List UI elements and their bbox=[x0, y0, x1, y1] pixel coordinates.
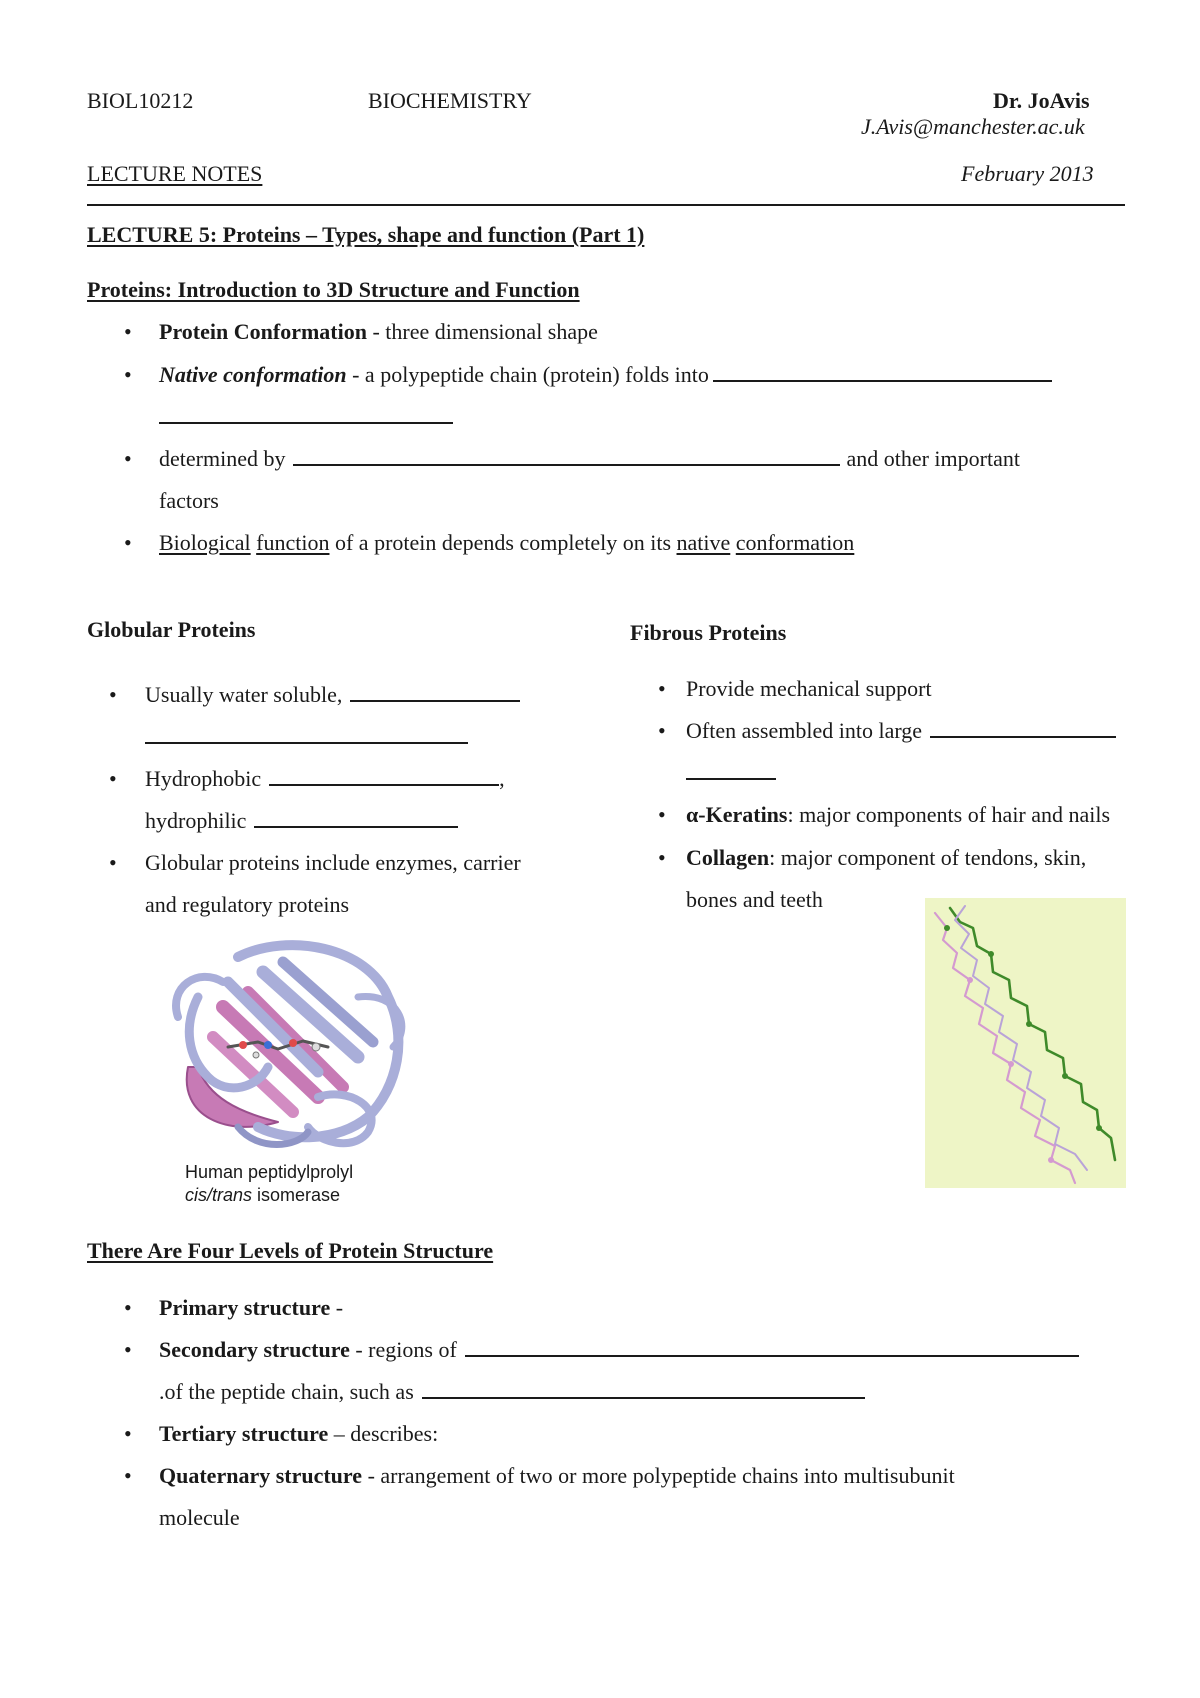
word-native: native bbox=[676, 530, 731, 555]
fill-blank[interactable] bbox=[465, 1355, 1079, 1357]
caption-rest: isomerase bbox=[252, 1185, 341, 1205]
globular-soluble-cont bbox=[145, 724, 468, 750]
fibrous-protein-figure bbox=[925, 898, 1126, 1188]
fill-blank[interactable] bbox=[713, 380, 1052, 382]
figure-caption-line2 bbox=[185, 1185, 340, 1206]
comma: , bbox=[499, 766, 505, 791]
subject-title: BIOCHEMISTRY bbox=[368, 88, 532, 113]
collagen-text: : major component of tendons, skin, bbox=[769, 845, 1087, 870]
soluble-text: Usually water soluble, bbox=[145, 682, 343, 707]
hydrophilic-text: hydrophilic bbox=[145, 808, 247, 833]
intro-bullet-conformation bbox=[159, 319, 598, 345]
collagen-helix-image bbox=[925, 898, 1126, 1188]
globular-include-cont: and regulatory proteins bbox=[145, 892, 350, 917]
secondary-text: - regions of bbox=[349, 1337, 457, 1362]
term-protein-conformation: Protein Conformation bbox=[159, 319, 367, 344]
bullet: • bbox=[124, 1295, 132, 1320]
term-primary-structure: Primary structure bbox=[159, 1295, 331, 1320]
term-collagen: Collagen bbox=[686, 845, 770, 870]
hydrophobic-text: Hydrophobic bbox=[145, 766, 262, 791]
levels-bullet-tertiary bbox=[159, 1421, 438, 1447]
bullet: • bbox=[109, 682, 117, 707]
bullet: • bbox=[124, 530, 132, 555]
fibrous-bullet-collagen bbox=[686, 845, 1086, 871]
fill-blank[interactable] bbox=[293, 464, 840, 466]
bullet: • bbox=[658, 718, 666, 743]
levels-secondary-cont bbox=[159, 1379, 865, 1405]
determined-cont: factors bbox=[159, 488, 219, 513]
globular-bullet-hydrophobic bbox=[145, 766, 505, 792]
globular-bullet-include: Globular proteins include enzymes, carrier bbox=[145, 850, 521, 875]
term-native-conformation: Native conformation bbox=[159, 362, 347, 387]
fibrous-assembled-cont bbox=[686, 760, 776, 786]
globular-protein-figure bbox=[168, 937, 428, 1152]
levels-bullet-secondary bbox=[159, 1337, 1079, 1363]
function-text: of a protein depends completely on its bbox=[329, 530, 677, 555]
word-biological: Biological bbox=[159, 530, 251, 555]
term-secondary-structure: Secondary structure bbox=[159, 1337, 350, 1362]
fill-blank[interactable] bbox=[930, 736, 1116, 738]
bullet: • bbox=[124, 319, 132, 344]
assembled-text: Often assembled into large bbox=[686, 718, 923, 743]
collagen-cont: bones and teeth bbox=[686, 887, 823, 912]
author-email[interactable]: J.Avis@manchester.ac.uk bbox=[861, 114, 1085, 139]
tertiary-text: – describes: bbox=[328, 1421, 439, 1446]
bullet: • bbox=[658, 676, 666, 701]
course-code: BIOL10212 bbox=[87, 88, 194, 113]
quaternary-text: - arrangement of two or more polypeptide chains into multisubunit bbox=[362, 1463, 955, 1488]
bullet: • bbox=[658, 802, 666, 827]
bullet: • bbox=[109, 850, 117, 875]
fibrous-bullet-assembled bbox=[686, 718, 1116, 744]
bullet: • bbox=[124, 362, 132, 387]
determined-tail: and other important bbox=[846, 446, 1020, 471]
secondary-cont-text: .of the peptide chain, such as bbox=[159, 1379, 414, 1404]
levels-heading: There Are Four Levels of Protein Structure bbox=[87, 1238, 494, 1263]
fibrous-bullet-support: Provide mechanical support bbox=[686, 676, 932, 701]
fill-blank[interactable] bbox=[350, 700, 520, 702]
fill-blank[interactable] bbox=[145, 742, 468, 744]
intro-bullet-native-cont bbox=[159, 404, 453, 430]
notes-label: LECTURE NOTES bbox=[87, 161, 263, 186]
caption-italic: cis/trans bbox=[185, 1185, 253, 1205]
intro-bullet-function bbox=[159, 530, 854, 556]
keratins-text: : major components of hair and nails bbox=[787, 802, 1111, 827]
globular-heading: Globular Proteins bbox=[87, 617, 256, 642]
quaternary-cont: molecule bbox=[159, 1505, 240, 1530]
term-keratins: α-Keratins bbox=[686, 802, 788, 827]
levels-bullet-primary bbox=[159, 1295, 343, 1321]
levels-bullet-quaternary bbox=[159, 1463, 955, 1489]
intro-heading: Proteins: Introduction to 3D Structure and Function bbox=[87, 277, 580, 302]
fill-blank[interactable] bbox=[159, 422, 453, 424]
author-name: Dr. JoAvis bbox=[993, 88, 1090, 113]
definition-text: - a polypeptide chain (protein) folds into bbox=[346, 362, 709, 387]
intro-bullet-native bbox=[159, 362, 1052, 388]
lecture-title: LECTURE 5: Proteins – Types, shape and function (Part 1) bbox=[87, 222, 645, 247]
bullet: • bbox=[124, 1337, 132, 1362]
intro-bullet-determined bbox=[159, 446, 1020, 472]
bullet: • bbox=[124, 1421, 132, 1446]
definition-text: - three dimensional shape bbox=[366, 319, 598, 344]
fill-blank[interactable] bbox=[686, 778, 776, 780]
fibrous-heading: Fibrous Proteins bbox=[630, 620, 787, 645]
word-function: function bbox=[256, 530, 330, 555]
word-conformation: conformation bbox=[735, 530, 855, 555]
globular-bullet-soluble bbox=[145, 682, 520, 708]
ribbon-structure-image bbox=[168, 937, 428, 1152]
fill-blank[interactable] bbox=[269, 784, 499, 786]
fill-blank[interactable] bbox=[254, 826, 458, 828]
globular-hydrophilic bbox=[145, 808, 458, 834]
bullet: • bbox=[124, 446, 132, 471]
fill-blank[interactable] bbox=[422, 1397, 865, 1399]
fibrous-bullet-keratins bbox=[686, 802, 1110, 828]
term-quaternary-structure: Quaternary structure bbox=[159, 1463, 363, 1488]
bullet: • bbox=[124, 1463, 132, 1488]
primary-text: - bbox=[330, 1295, 344, 1320]
term-tertiary-structure: Tertiary structure bbox=[159, 1421, 329, 1446]
header-divider bbox=[87, 204, 1125, 206]
determined-text: determined by bbox=[159, 446, 286, 471]
notes-date: February 2013 bbox=[961, 161, 1094, 186]
bullet: • bbox=[109, 766, 117, 791]
figure-caption-line1: Human peptidylprolyl bbox=[185, 1162, 354, 1182]
bullet: • bbox=[658, 845, 666, 870]
